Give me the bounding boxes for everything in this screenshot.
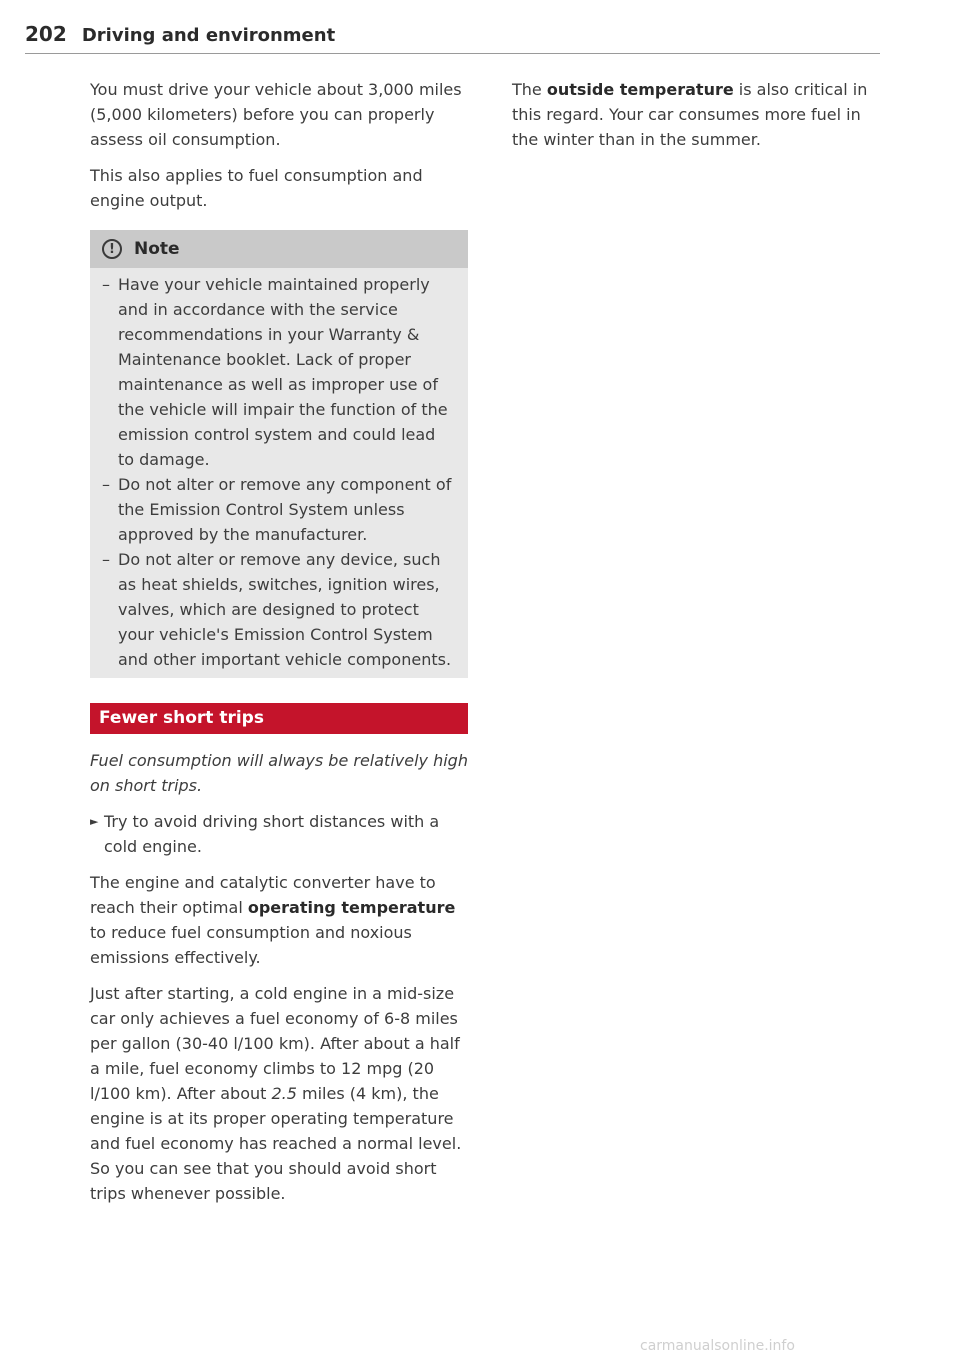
note-item: – Have your vehicle maintained properly and in accordance with the service recommendations in your Warranty & Maintenance booklet. Lack of proper maintenance as well as improper use of the vehicle will impair the function of the emission control system and could lead to damage. (102, 272, 454, 472)
page-header (25, 22, 880, 46)
note-item: – Do not alter or remove any component of the Emission Control System unless approved by the manufacturer. (102, 472, 454, 547)
note-item: – Do not alter or remove any device, such as heat shields, switches, ignition wires, valves, which are designed to protect your vehicle's Emission Control System and other important vehicle components. (102, 547, 454, 672)
header-divider (25, 53, 880, 54)
page-number: 202 (25, 22, 67, 46)
paragraph-fuel: This also applies to fuel consumption and engine output. (90, 166, 423, 210)
paragraph-oil: You must drive your vehicle about 3,000 miles (5,000 kilometers) before you can properly assess oil consumption. (90, 80, 462, 149)
note-title: Note (134, 238, 180, 259)
section-title: Driving and environment (81, 25, 336, 46)
note-header (90, 230, 468, 268)
action-text: Try to avoid driving short distances with a cold engine. (104, 812, 440, 856)
intro-italic: Fuel consumption will always be relatively high on short trips. (90, 751, 468, 795)
section-heading-short-trips: Fewer short trips (90, 703, 468, 734)
paragraph-operating-temp: The engine and catalytic converter have to reach their optimal operating temperature to reduce fuel consumption and noxious emissions effectively. (90, 873, 456, 967)
note-box (90, 230, 468, 678)
triangle-right-icon: ► (90, 815, 99, 828)
paragraph-fuel-economy: Just after starting, a cold engine in a mid-size car only achieves a fuel economy of 6-8 miles per gallon (30-40 l/100 km). After about a half a mile, fuel economy climbs to 12 mpg (20 l/100 km). After about 2.5 miles (4 km), the engine is at its proper operating temperature and fuel economy has reached a normal level. So you can see that you should avoid short trips whenever possible. (90, 984, 462, 1203)
action-step (90, 809, 468, 859)
exclamation-circle-icon: ! (102, 239, 122, 259)
right-column (512, 77, 892, 163)
watermark: carmanualsonline.info (640, 1338, 795, 1354)
left-column (90, 77, 468, 1217)
note-list (90, 272, 468, 672)
paragraph-outside-temp: The outside temperature is also critical in this regard. Your car consumes more fuel in the winter than in the summer. (512, 80, 868, 149)
